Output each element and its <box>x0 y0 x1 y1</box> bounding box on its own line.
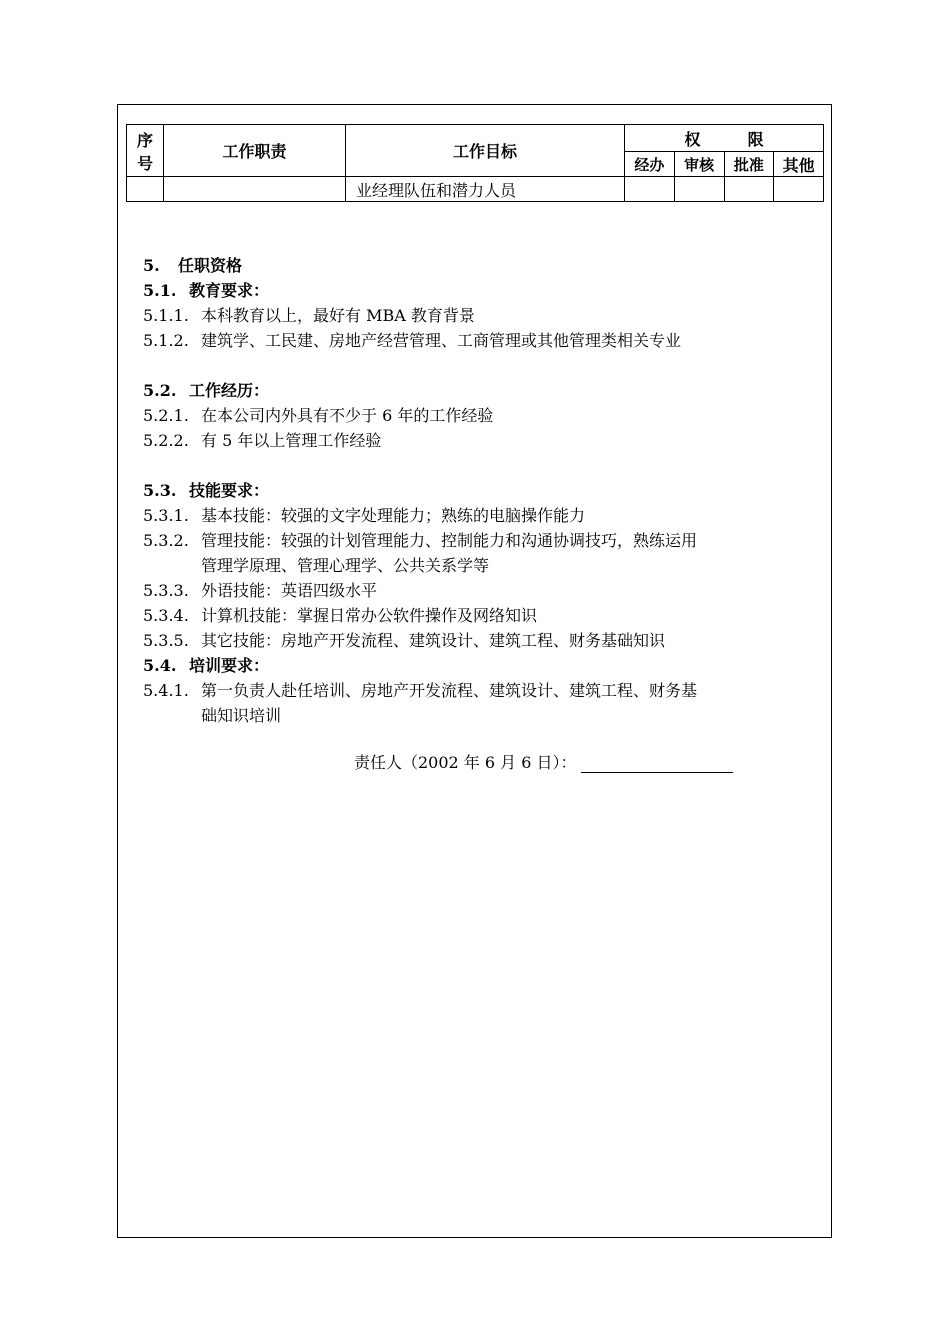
cell-duty <box>164 177 346 202</box>
header-goal: 工作目标 <box>346 125 625 177</box>
section-5-3-heading <box>143 478 823 503</box>
header-seq <box>127 125 164 177</box>
cell-approve <box>724 177 774 202</box>
item-text: 计算机技能：掌握日常办公软件操作及网络知识 <box>201 606 538 625</box>
item-5-4-1-continued: 础知识培训 <box>201 706 282 725</box>
qualifications <box>143 253 823 728</box>
item-text: 基本技能：较强的文字处理能力；熟练的电脑操作能力 <box>201 506 586 525</box>
item-5-3-3 <box>143 578 823 603</box>
item-number: 5.3.3. <box>143 581 189 600</box>
cell-goal: 业经理队伍和潜力人员 <box>346 177 625 202</box>
signature-label: 责任人（2002 年 6 月 6 日）： <box>354 753 577 772</box>
item-number: 5.2.2. <box>143 431 189 450</box>
item-text: 外语技能：英语四级水平 <box>201 581 378 600</box>
section-number: 5.2. <box>143 381 177 400</box>
item-5-2-1 <box>143 403 823 428</box>
item-5-4-1 <box>143 678 823 703</box>
section-5-heading <box>143 253 823 278</box>
cell-review <box>674 177 724 202</box>
section-title: 任职资格 <box>178 256 243 275</box>
section-number: 5.3. <box>143 481 177 500</box>
item-number: 5.1.1. <box>143 306 189 325</box>
item-number: 5.3.5. <box>143 631 189 650</box>
item-number: 5.1.2. <box>143 331 189 350</box>
item-text: 在本公司内外具有不少于 6 年的工作经验 <box>201 406 494 425</box>
header-other: 其他 <box>774 152 824 177</box>
item-5-2-2 <box>143 428 823 453</box>
header-seq-bottom: 号 <box>136 153 153 173</box>
item-5-3-5 <box>143 628 823 653</box>
header-authority-a: 权 <box>684 129 701 149</box>
item-5-3-1 <box>143 503 823 528</box>
cell-handle <box>625 177 675 202</box>
section-title: 培训要求： <box>189 656 270 675</box>
item-number: 5.2.1. <box>143 406 189 425</box>
header-authority <box>625 125 824 152</box>
section-number: 5. <box>143 256 160 275</box>
signature-blank <box>581 754 733 773</box>
item-number: 5.3.4. <box>143 606 189 625</box>
header-seq-top: 序 <box>136 130 153 150</box>
cell-seq <box>127 177 164 202</box>
header-review: 审核 <box>674 152 724 177</box>
cell-other <box>774 177 824 202</box>
item-number: 5.3.1. <box>143 506 189 525</box>
section-title: 工作经历： <box>189 381 270 400</box>
section-title: 技能要求： <box>189 481 270 500</box>
item-text: 有 5 年以上管理工作经验 <box>201 431 382 450</box>
header-approve: 批准 <box>724 152 774 177</box>
section-5-4-heading <box>143 653 823 678</box>
header-authority-b: 限 <box>747 129 764 149</box>
header-handle: 经办 <box>625 152 675 177</box>
item-5-3-2 <box>143 528 823 553</box>
item-5-1-1 <box>143 303 823 328</box>
item-number: 5.3.2. <box>143 531 189 550</box>
section-title: 教育要求： <box>189 281 270 300</box>
section-number: 5.4. <box>143 656 177 675</box>
header-duty: 工作职责 <box>164 125 346 177</box>
item-text: 第一负责人赴任培训、房地产开发流程、建筑设计、建筑工程、财务基 <box>201 681 698 700</box>
section-number: 5.1. <box>143 281 177 300</box>
duty-table <box>126 124 824 202</box>
item-text: 管理技能：较强的计划管理能力、控制能力和沟通协调技巧，熟练运用 <box>201 531 698 550</box>
section-5-2-heading <box>143 378 823 403</box>
item-5-3-2-continued: 管理学原理、管理心理学、公共关系学等 <box>201 556 490 575</box>
signature-line <box>354 750 733 773</box>
item-text: 本科教育以上，最好有 MBA 教育背景 <box>201 306 475 325</box>
item-number: 5.4.1. <box>143 681 189 700</box>
item-5-1-2 <box>143 328 823 353</box>
item-text: 建筑学、工民建、房地产经营管理、工商管理或其他管理类相关专业 <box>201 331 682 350</box>
item-5-3-4 <box>143 603 823 628</box>
item-text: 其它技能：房地产开发流程、建筑设计、建筑工程、财务基础知识 <box>201 631 666 650</box>
section-5-1-heading <box>143 278 823 303</box>
